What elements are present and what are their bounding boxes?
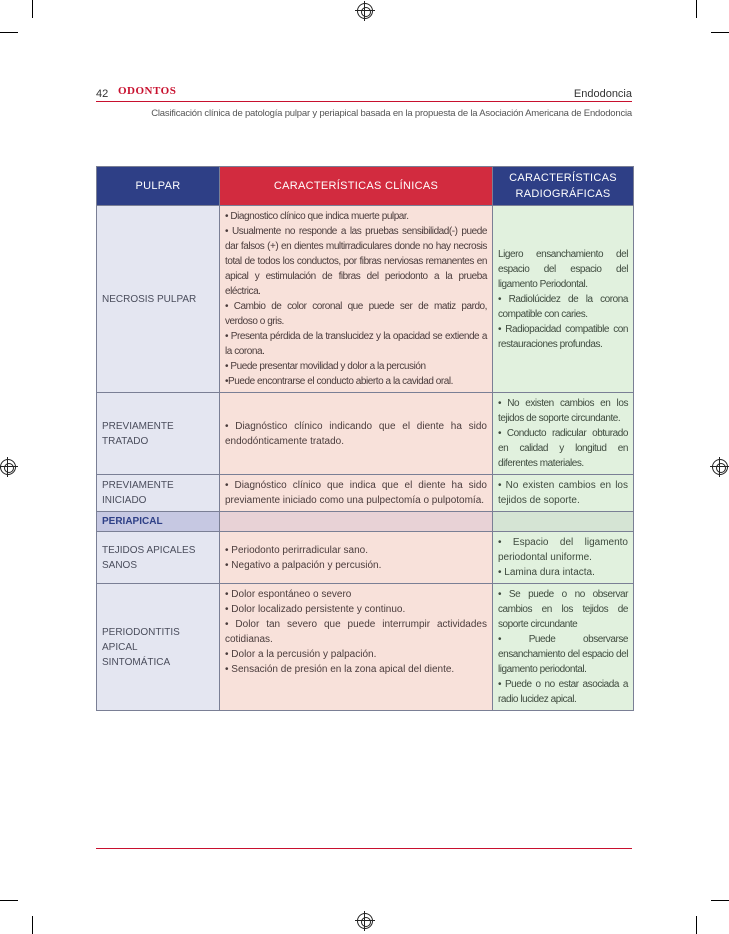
header-clinical: CARACTERÍSTICAS CLÍNICAS	[220, 167, 493, 206]
crop-mark	[696, 0, 697, 18]
clinical-cell	[220, 532, 493, 584]
row-name: TEJIDOS APICALES	[102, 544, 196, 556]
table-row	[97, 532, 634, 584]
section-blank-cell	[493, 512, 634, 532]
radiographic-item: • No existen cambios en los tejidos de soporte.	[498, 480, 628, 506]
row-name: SANOS	[102, 559, 138, 571]
classification-table	[96, 166, 634, 711]
radiographic-cell	[493, 532, 634, 584]
registration-mark-icon	[357, 3, 373, 19]
row-name-cell	[97, 393, 220, 475]
radiographic-cell	[493, 584, 634, 711]
crop-mark	[32, 0, 33, 18]
header-rule	[96, 101, 632, 102]
page-subtitle: Clasificación clínica de patología pulpar y periapical basada en la propuesta de la Asociación Americana de Endodoncia	[151, 108, 632, 119]
clinical-cell	[220, 584, 493, 711]
row-name: SINTOMÁTICA	[102, 656, 171, 668]
section-label: PERIAPICAL	[97, 512, 220, 532]
registration-mark-icon	[0, 459, 16, 475]
footer-rule	[96, 848, 632, 849]
section-title: Endodoncia	[573, 88, 632, 100]
row-name-cell	[97, 584, 220, 711]
clinical-item: • Presenta pérdida de la translucidez y la opacidad se extiende a la corona.	[225, 331, 487, 357]
clinical-item: • Dolor a la percusión y palpación.	[225, 649, 377, 660]
row-name: NECROSIS PULPAR	[102, 293, 197, 305]
page-number: 42	[96, 88, 109, 100]
radiographic-item: • Puede observarse ensanchamiento del espacio del ligamento periodontal.	[498, 634, 628, 675]
crop-mark	[711, 32, 729, 33]
clinical-item: • Diagnostico clínico que indica muerte pulpar.	[225, 211, 409, 222]
table-row	[97, 584, 634, 711]
row-name: TRATADO	[102, 435, 149, 447]
crop-mark	[0, 900, 18, 901]
radiographic-item: • Se puede o no observar cambios en los tejidos de soporte circundante	[498, 589, 628, 630]
table-header-row	[97, 167, 634, 206]
radiographic-item: • Radiopacidad compatible con restauraciones profundas.	[498, 323, 628, 350]
radiographic-item: • Conducto radicular obturado en calidad y longitud en diferentes materiales.	[498, 428, 628, 469]
clinical-item: •Puede encontrarse el conducto abierto a la cavidad oral.	[225, 376, 454, 387]
header-pulpar: PULPAR	[97, 167, 220, 206]
radiographic-cell	[493, 206, 634, 393]
clinical-item: • Usualmente no responde a las pruebas sensibilidad(-) puede dar falsos (+) en dientes multirradiculares donde no hay necrosis total de todos los conductos, por fibras nerviosas remanentes en apical y estimulación de fibras del periodonto a la prueba eléctrica.	[225, 226, 487, 297]
clinical-item: • Cambio de color coronal que puede ser de matiz pardo, verdoso o gris.	[225, 301, 487, 327]
row-name: INICIADO	[102, 495, 147, 506]
row-name: APICAL	[102, 641, 138, 653]
clinical-item: • Periodonto perirradicular sano.	[225, 544, 369, 556]
clinical-cell	[220, 206, 493, 393]
clinical-item: • Dolor tan severo que puede interrumpir actividades cotidianas.	[225, 619, 487, 645]
radiographic-item: • Lamina dura intacta.	[498, 567, 595, 578]
row-name-cell	[97, 532, 220, 584]
radiographic-cell	[493, 393, 634, 475]
radiographic-item: • Puede o no estar asociada a radio lucidez apical.	[498, 679, 628, 705]
clinical-item: • Diagnóstico clínico indicando que el diente ha sido endodónticamente tratado.	[225, 420, 487, 447]
radiographic-item: • Radiolúcidez de la corona compatible con caries.	[498, 293, 628, 320]
radiographic-cell	[493, 475, 634, 512]
clinical-item: • Negativo a palpación y percusión.	[225, 559, 382, 571]
registration-mark-icon	[712, 459, 728, 475]
row-name: PREVIAMENTE	[102, 480, 174, 491]
radiographic-item: • Espacio del ligamento periodontal uniforme.	[498, 537, 628, 563]
header-radiographic-line: CARACTERÍSTICAS	[509, 172, 617, 184]
clinical-item: • Sensación de presión en la zona apical del diente.	[225, 664, 455, 675]
clinical-item: • Puede presentar movilidad y dolor a la percusión	[225, 361, 426, 372]
header-radiographic	[493, 167, 634, 206]
crop-mark	[711, 900, 729, 901]
clinical-item: • Dolor localizado persistente y continuo.	[225, 604, 406, 615]
table-row	[97, 475, 634, 512]
radiographic-item: • No existen cambios en los tejidos de soporte circundante.	[498, 398, 628, 424]
registration-mark-icon	[357, 913, 373, 929]
row-name-cell	[97, 475, 220, 512]
clinical-item: • Diagnóstico clínico que indica que el diente ha sido previamente iniciado como una pulpectomía o pulpotomía.	[225, 480, 487, 506]
clinical-item: • Dolor espontáneo o severo	[225, 589, 352, 600]
crop-mark	[696, 916, 697, 934]
journal-logo: ODONTOS	[118, 85, 177, 97]
row-name: PERIODONTITIS	[102, 626, 180, 638]
clinical-cell	[220, 393, 493, 475]
table-row	[97, 393, 634, 475]
crop-mark	[32, 916, 33, 934]
header-radiographic-line: RADIOGRÁFICAS	[515, 188, 611, 200]
row-name-cell	[97, 206, 220, 393]
clinical-cell	[220, 475, 493, 512]
section-blank-cell	[220, 512, 493, 532]
radiographic-item: Ligero ensanchamiento del espacio del espacio del ligamento Periodontal.	[498, 248, 628, 290]
crop-mark	[0, 32, 18, 33]
section-row	[97, 512, 634, 532]
row-name: PREVIAMENTE	[102, 420, 174, 432]
table-row	[97, 206, 634, 393]
